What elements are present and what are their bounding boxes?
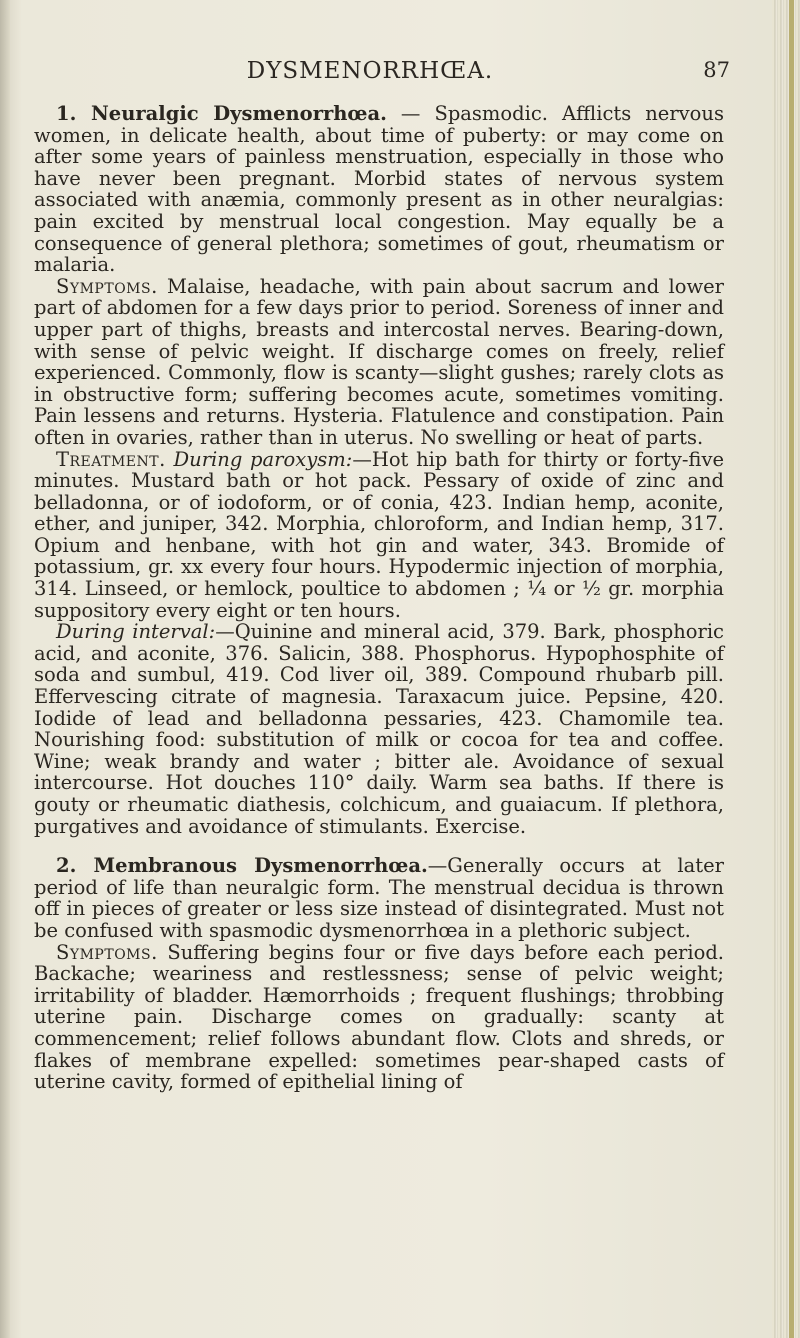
section1-heading: 1. Neuralgic Dysmenorrhœa. xyxy=(56,102,387,125)
section1-treatment-label: Treatment. xyxy=(56,447,166,471)
section2-symptoms-label: Symptoms. xyxy=(56,940,158,964)
section1-interval-paragraph xyxy=(34,621,724,837)
page-header xyxy=(60,54,740,94)
section2-intro-paragraph xyxy=(34,855,724,941)
body-text xyxy=(34,103,724,1093)
page-edges xyxy=(772,0,800,1338)
interval-label: During interval: xyxy=(56,620,216,644)
section1-intro: — Spasmodic. Afflicts nervous women, in delicate health, about time of puberty: or may come on after some years of painless menstruation, especially in those who have never been pregnant. Morbid states of nervous system associated with anæmia, commonly present as in other neuralgias: pain excited by menstrual local congestion. May equally be a consequence of general plethora; sometimes of gout, rheumatism or malaria. xyxy=(34,102,724,277)
section1-symptoms-label: Symptoms. xyxy=(56,274,158,298)
book-spine-shadow xyxy=(0,0,10,1338)
running-title: DYSMENORRHŒA. xyxy=(246,58,494,84)
section1-treatment-paragraph xyxy=(34,449,724,622)
section1-symptoms-paragraph xyxy=(34,276,724,449)
section2-intro: —Generally occurs at later period of life than neuralgic form. The menstrual decidua is thrown off in pieces of greater or less size instead of disintegrated. Must not be confused with spasmodic dysmenorrhœa in a plethoric subject. xyxy=(34,854,724,942)
section2-symptoms-paragraph xyxy=(34,942,724,1093)
interval-text: —Quinine and mineral acid, 379. Bark, phosphoric acid, and aconite, 376. Salicin, 388. Phosphorus. Hypophosphite of soda and sumbul, 419. Cod liver oil, 389. Compound rhubarb pill. Effervescing citrate of magnesia. Taraxacum juice. Pepsine, 420. Iodide of lead and belladonna pessaries, 423. Chamomile tea. Nourishing food: substitution of milk or cocoa for tea and coffee. Wine; weak brandy and water ; bitter ale. Avoidance of sexual intercourse. Hot douches 110° daily. Warm sea baths. If there is gouty or rheumatic diathesis, colchicum, and guaiacum. If plethora, purgatives and avoidance of stimulants. Exercise. xyxy=(34,620,724,838)
section2-symptoms: Suffering begins four or five days before each period. Backache; weariness and restlessness; sense of pelvic weight; irritability of bladder. Hæmorrhoids ; frequent flushings; throbbing uterine pain. Discharge comes on gradually: scanty at commencement; relief follows abundant flow. Clots and shreds, or flakes of membrane expelled: sometimes pear-shaped casts of uterine cavity, formed of epithelial lining of xyxy=(34,940,724,1094)
section1-symptoms: Malaise, headache, with pain about sacrum and lower part of abdomen for a few days prior to period. Soreness of inner and upper part of thighs, breasts and intercostal nerves. Bearing-down, with sense of pelvic weight. If discharge comes on freely, relief experienced. Commonly, flow is scanty—slight gushes; rarely clots as in obstructive form; suffering becomes acute, sometimes vomiting. Pain lessens and returns. Hysteria. Flatulence and constipation. Pain often in ovaries, rather than in uterus. No swelling or heat of parts. xyxy=(34,274,724,449)
section1-intro-paragraph xyxy=(34,103,724,276)
paroxysm-label: During paroxysm: xyxy=(173,447,353,471)
page-number: 87 xyxy=(703,58,730,82)
section2-heading: 2. Membranous Dysmenorrhœa. xyxy=(56,854,428,878)
paroxysm-text: —Hot hip bath for thirty or forty-five minutes. Mustard bath or hot pack. Pessary of oxide of zinc and belladonna, or of iodoform, or of conia, 423. Indian hemp, aconite, ether, and juniper, 342. Morphia, chloroform, and Indian hemp, 317. Opium and henbane, with hot gin and water, 343. Bromide of potassium, gr. xx every four hours. Hypodermic injection of morphia, 314. Linseed, or hemlock, poultice to abdomen ; ¼ or ½ gr. morphia suppository every eight or ten hours. xyxy=(34,447,724,622)
